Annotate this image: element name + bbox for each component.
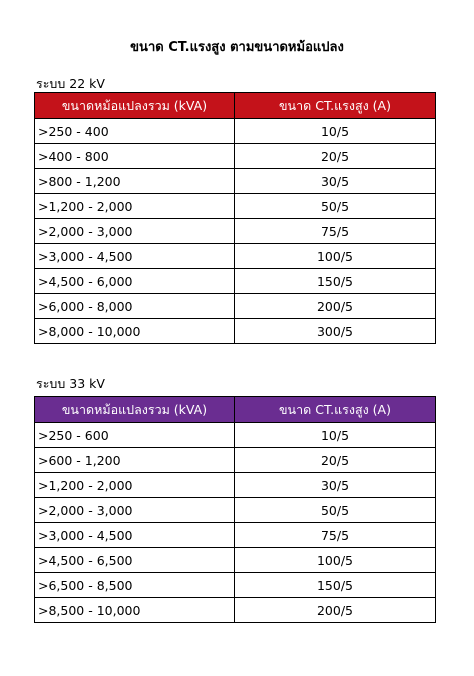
transformer-size-cell: >2,000 - 3,000 [35,498,235,523]
ct-size-cell: 30/5 [235,169,436,194]
ct-size-cell: 20/5 [235,448,436,473]
ct-size-cell: 20/5 [235,144,436,169]
table-row [35,194,436,219]
table-header-row [35,397,436,423]
table-row [35,498,436,523]
table-row [35,523,436,548]
ct-size-cell: 10/5 [235,119,436,144]
transformer-size-cell: >1,200 - 2,000 [35,473,235,498]
page-title: ขนาด CT.แรงสูง ตามขนาดหม้อแปลง [130,40,344,55]
transformer-size-cell: >6,500 - 8,500 [35,573,235,598]
ct-size-cell: 75/5 [235,523,436,548]
section-label-33kv: ระบบ 33 kV [36,376,105,391]
ct-size-cell: 200/5 [235,598,436,623]
transformer-size-cell: >1,200 - 2,000 [35,194,235,219]
ct-size-cell: 150/5 [235,269,436,294]
table-row [35,244,436,269]
table-row [35,219,436,244]
transformer-size-cell: >8,500 - 10,000 [35,598,235,623]
table-row [35,448,436,473]
table-row [35,319,436,344]
table-row [35,144,436,169]
transformer-size-cell: >3,000 - 4,500 [35,523,235,548]
table-row [35,573,436,598]
transformer-size-cell: >600 - 1,200 [35,448,235,473]
transformer-size-cell: >400 - 800 [35,144,235,169]
transformer-size-cell: >4,500 - 6,000 [35,269,235,294]
transformer-size-cell: >3,000 - 4,500 [35,244,235,269]
table-row [35,119,436,144]
transformer-size-cell: >250 - 400 [35,119,235,144]
transformer-size-cell: >6,000 - 8,000 [35,294,235,319]
ct-size-cell: 30/5 [235,473,436,498]
ct-size-cell: 50/5 [235,498,436,523]
ct-table-33kv [34,396,436,623]
table-row [35,294,436,319]
ct-table-22kv [34,92,436,344]
table-row [35,473,436,498]
ct-size-cell: 200/5 [235,294,436,319]
transformer-size-cell: >800 - 1,200 [35,169,235,194]
table-row [35,269,436,294]
transformer-size-cell: >2,000 - 3,000 [35,219,235,244]
transformer-size-cell: >8,000 - 10,000 [35,319,235,344]
ct-size-cell: 10/5 [235,423,436,448]
ct-size-cell: 50/5 [235,194,436,219]
table-row [35,423,436,448]
ct-size-cell: 75/5 [235,219,436,244]
ct-size-cell: 300/5 [235,319,436,344]
ct-size-cell: 100/5 [235,548,436,573]
ct-size-cell: 100/5 [235,244,436,269]
transformer-size-cell: >250 - 600 [35,423,235,448]
table-row [35,548,436,573]
column-header-ct-size: ขนาด CT.แรงสูง (A) [235,93,436,119]
transformer-size-cell: >4,500 - 6,500 [35,548,235,573]
column-header-transformer-size: ขนาดหม้อแปลงรวม (kVA) [35,397,235,423]
column-header-transformer-size: ขนาดหม้อแปลงรวม (kVA) [35,93,235,119]
ct-size-cell: 150/5 [235,573,436,598]
table-header-row [35,93,436,119]
column-header-ct-size: ขนาด CT.แรงสูง (A) [235,397,436,423]
table-row [35,598,436,623]
table-row [35,169,436,194]
section-label-22kv: ระบบ 22 kV [36,76,105,91]
